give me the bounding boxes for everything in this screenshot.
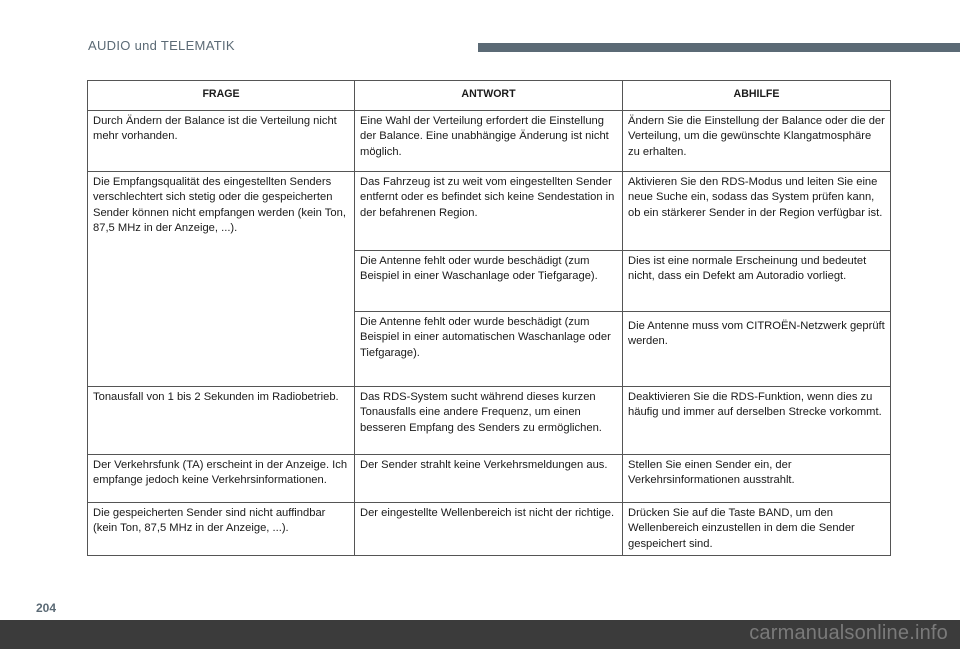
page-number: 204 bbox=[36, 601, 57, 615]
antwort-cell: Die Antenne fehlt oder wurde beschädigt (zum Beispiel in einer automatischen Waschanlage oder Tiefgarage). bbox=[355, 311, 623, 386]
header-bar bbox=[478, 43, 960, 52]
abhilfe-cell: Stellen Sie einen Sender ein, der Verkehrsinformationen ausstrahlt. bbox=[623, 454, 891, 502]
table-row bbox=[88, 454, 891, 502]
antwort-cell: Eine Wahl der Verteilung erfordert die Einstellung der Balance. Eine unabhängige Änderung ist nicht möglich. bbox=[355, 110, 623, 171]
antwort-cell: Der eingestellte Wellenbereich ist nicht der richtige. bbox=[355, 502, 623, 556]
table-row bbox=[88, 110, 891, 171]
antwort-cell: Das RDS-System sucht während dieses kurzen Tonausfalls eine andere Frequenz, um einen besseren Empfang des Senders zu ermöglichen. bbox=[355, 386, 623, 454]
frage-cell: Tonausfall von 1 bis 2 Sekunden im Radiobetrieb. bbox=[88, 386, 355, 454]
abhilfe-cell: Deaktivieren Sie die RDS-Funktion, wenn dies zu häufig und immer auf derselben Strecke vorkommt. bbox=[623, 386, 891, 454]
antwort-cell: Die Antenne fehlt oder wurde beschädigt (zum Beispiel in einer Waschanlage oder Tiefgarage). bbox=[355, 250, 623, 311]
watermark-text: carmanualsonline.info bbox=[749, 622, 948, 644]
antwort-cell: Der Sender strahlt keine Verkehrsmeldungen aus. bbox=[355, 454, 623, 502]
frage-cell: Durch Ändern der Balance ist die Verteilung nicht mehr vorhanden. bbox=[88, 110, 355, 171]
frage-cell: Der Verkehrsfunk (TA) erscheint in der Anzeige. Ich empfange jedoch keine Verkehrsinformationen. bbox=[88, 454, 355, 502]
column-header-antwort: ANTWORT bbox=[355, 81, 623, 111]
table-row bbox=[88, 502, 891, 556]
abhilfe-cell: Drücken Sie auf die Taste BAND, um den Wellenbereich einzustellen in dem die Sender gespeichert sind. bbox=[623, 502, 891, 556]
antwort-cell: Das Fahrzeug ist zu weit vom eingestellten Sender entfernt oder es befindet sich keine Sendestation in der befahrenen Region. bbox=[355, 171, 623, 250]
frage-cell: Die gespeicherten Sender sind nicht auffindbar (kein Ton, 87,5 MHz in der Anzeige, ...). bbox=[88, 502, 355, 556]
faq-table bbox=[87, 80, 891, 556]
column-header-abhilfe: ABHILFE bbox=[623, 81, 891, 111]
table-header-row bbox=[88, 81, 891, 111]
abhilfe-cell: Die Antenne muss vom CITROËN-Netzwerk geprüft werden. bbox=[623, 311, 891, 386]
abhilfe-cell: Ändern Sie die Einstellung der Balance oder die der Verteilung, um die gewünschte Klangatmosphäre zu erhalten. bbox=[623, 110, 891, 171]
table-row bbox=[88, 171, 891, 250]
abhilfe-cell: Aktivieren Sie den RDS-Modus und leiten Sie eine neue Suche ein, sodass das System prüfen kann, ob ein stärkerer Sender in der Region verfügbar ist. bbox=[623, 171, 891, 250]
frage-cell: Die Empfangsqualität des eingestellten Senders verschlechtert sich stetig oder die gespeicherten Sender können nicht empfangen werden (kein Ton, 87,5 MHz in der Anzeige, ...). bbox=[88, 171, 355, 386]
table-row bbox=[88, 386, 891, 454]
abhilfe-cell: Dies ist eine normale Erscheinung und bedeutet nicht, dass ein Defekt am Autoradio vorliegt. bbox=[623, 250, 891, 311]
column-header-frage: FRAGE bbox=[88, 81, 355, 111]
section-title: AUDIO und TELEMATIK bbox=[88, 38, 235, 53]
